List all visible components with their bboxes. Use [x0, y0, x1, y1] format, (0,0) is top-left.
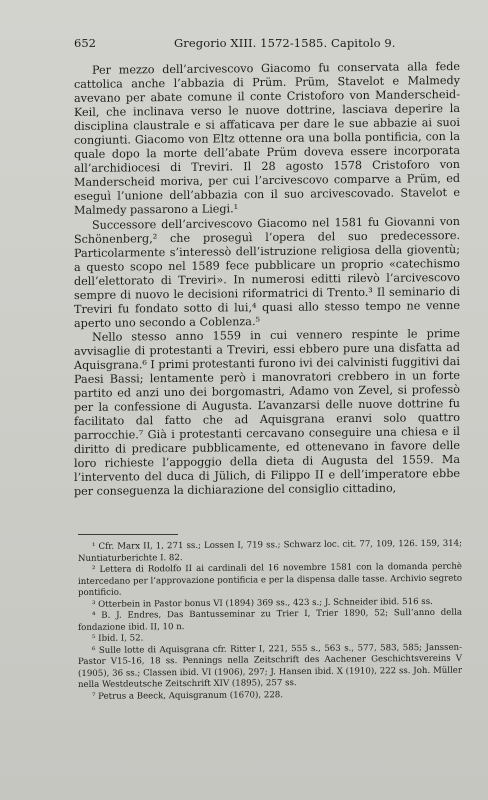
footnote: ⁴ B. J. Endres, Das Bantusseminar zu Trier I, Trier 1890, 52; Sull’anno della fondazione ibid. II, 10 n.	[78, 607, 462, 633]
main-text	[74, 60, 460, 499]
footnote-separator	[78, 534, 178, 535]
page-header	[74, 36, 454, 52]
running-title: Gregorio XIII. 1572-1585. Capitolo 9.	[174, 36, 396, 50]
footnote: ⁶ Sulle lotte di Aquisgrana cfr. Ritter I, 221, 555 s., 563 s., 577, 583, 585; Janssen-Pastor V15-16, 18 ss. Pennings nella Zeitschrift des Aachener Geschichtsvereins V (1905), 36 ss.; Classen ibid. VI (1906), 297; J. Hansen ibid. X (1910), 222 ss. Joh. Müller nella Westdeutsche Zeitschrift XIV (1895), 257 ss.	[78, 642, 462, 690]
paragraph: Per mezzo dell’arcivescovo Giacomo fu conservata alla fede cattolica anche l’abbazia di Prüm. Prüm, Stavelot e Malmedy avevano per abate comune il conte Cristoforo von Manderscheid-Keil, che inclinava verso le nuove dottrine, lasciava deperire la disciplina claustrale e si affaticava per dare le sue abbazie ai suoi congiunti. Giacomo von Eltz ottenne ora una bolla pontificia, con la quale dopo la morte dell’abate Prüm doveva essere incorporata all’archidiocesi di Treviri. Il 28 agosto 1578 Cristoforo von Manderscheid moriva, per cui l’arcivescovo comparve a Prüm, ed eseguì l’unione dell’abbazia con il suo arcivescovado. Stavelot e Malmedy passarono a Liegi.¹	[74, 59, 460, 218]
footnotes	[78, 539, 462, 703]
paragraph: Successore dell’arcivescovo Giacomo nel 1581 fu Giovanni von Schönenberg,² che proseguì l’opera del suo predecessore. Particolarmente s’interessò dell’istruzione religiosa della gioventù; a questo scopo nel 1589 fece pubblicare un proprio «catechismo dell’elettorato di Treviri». In numerosi editti rilevò l’arcivescovo sempre di nuovo le decisioni riformatrici di Trento.³ Il seminario di Treviri fu fondato sotto di lui,⁴ quasi allo stesso tempo ne venne aperto uno secondo a Coblenza.⁵	[74, 214, 460, 330]
footnote: ⁷ Petrus a Beeck, Aquisgranum (1670), 228.	[92, 689, 283, 702]
paragraph: Nello stesso anno 1559 in cui vennero respinte le prime avvisaglie di protestanti a Treviri, essi ebbero pure una disfatta ad Aquisgrana.⁶ I primi protestanti furono ivi dei calvinisti fuggitivi dai Paesi Bassi; lentamente però i manovratori crebbero in un forte partito ed anzi uno dei borgomastri, Adamo von Zevel, si professò per la confessione di Augusta. L’avanzarsi delle nuove dottrine fu facilitato dal fatto che ad Aquisgrana eranvi solo quattro parrocchie.⁷ Già i protestanti cercavano conseguire una chiesa e il diritto di predicare pubblicamente, ed ottenevano in favore delle loro richieste l’appoggio della dieta di Augusta del 1559. Ma l’intervento del duca di Jülich, di Filippo II e dell’imperatore ebbe per conseguenza la dichiarazione del consiglio cittadino,	[74, 326, 460, 499]
footnote: ⁵ Ibid. I, 52.	[92, 633, 144, 644]
footnote: ¹ Cfr. Marx II, 1, 271 ss.; Lossen I, 719 ss.; Schwarz loc. cit. 77, 109, 126. 159, 314; Nuntiaturberichte I. 82.	[78, 538, 462, 564]
page-number: 652	[74, 36, 96, 50]
footnote: ³ Otterbein in Pastor bonus VI (1894) 369 ss., 423 s.; J. Schneider ibid. 516 ss.	[92, 596, 433, 610]
footnote: ² Lettera di Rodolfo II ai cardinali del 16 novembre 1581 con la domanda perchè intercedano per l’approvazione pontificia e per la dispensa dalle tasse. Archivio segreto pontificio.	[78, 561, 462, 598]
